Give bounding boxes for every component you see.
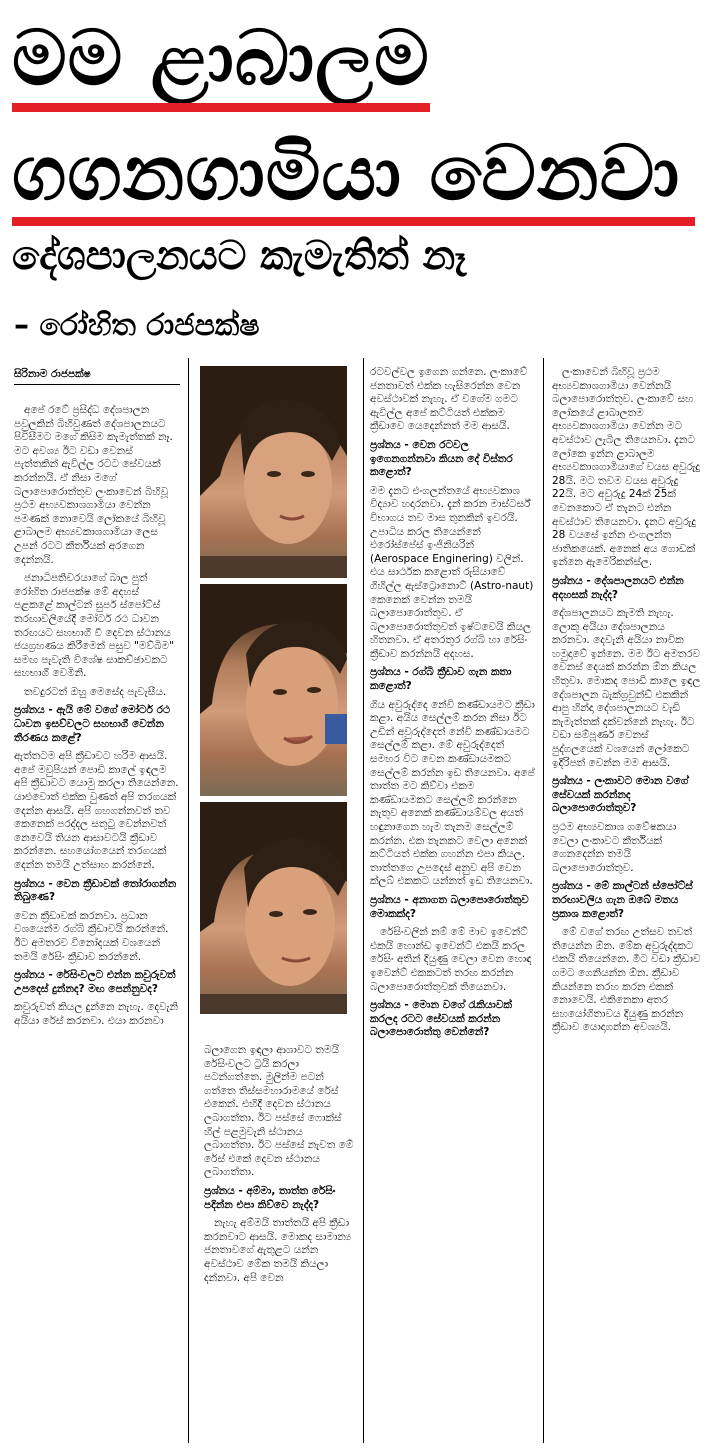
article-column-4: [552, 366, 702, 1444]
column-divider-2: [363, 358, 364, 1443]
column-divider-3: [543, 358, 544, 1443]
interview-question: ප්‍රශ්නය - ලංකාවට මොන වගේ සේවයක් කරන්නද බලාපොරොත්තුව?: [552, 775, 689, 815]
headline-underline-2: [12, 217, 695, 226]
article-paragraph: ජනාධිපතිවරයාගේ බාල පුත් රෝහිත රාජපක්ෂ මේ අදහස් පළකළේ කාල්ටන් සුපර් ස්පෝට්ස් තරඟාවලියේදී මෝටර් රථ ධාවන තරඟයට සහභාගී වී දෙවන ස්ථානය ජයග්‍රහණය කිරීමෙන් පසුව "මව්බිම" සමඟ පැවැති විශේෂ සාකච්ඡාවකට සහභාගී වෙමිනි.: [14, 572, 174, 680]
interview-question: ප්‍රශ්නය - රග්බි ක්‍රීඩාව ගැන කතා කළොත්?: [370, 666, 512, 693]
portrait-photo-3: [200, 802, 347, 1014]
article-paragraph: ප්‍රථම අභ්‍යවකාශ ගවේෂකයා වෙලා ලංකාවට කීර්තියක් ගෙනදෙන්න තමයි බලාපොරොත්තුව.: [552, 821, 677, 874]
article-column-2: [204, 1044, 356, 1444]
portrait-photo-1: [200, 366, 347, 578]
article-paragraph: නැහැ අම්මයි තාත්තයි අපි ක්‍රීඩා කරනවාට ආසයි. මොකද සාමාන්‍ය ජනතාවගේ ඇතුළට යන්න අවස්ථාව මේක තමයි කියලා දන්නවා. අපි වෙන: [204, 1217, 352, 1284]
article-paragraph: අපේ රටේ ප්‍රසිද්ධ දේශපාලන පවුලකින් බිහිවුණත් දේශපාලනයට පිවිසීමට මගේ කිසිම කැමැත්තක් නෑ. මට අවශ්‍ය ඊට වඩා වෙනස් පැත්තකින් ඇවිල්ල රටට සේවයක් කරන්නයි. ඒ නිසා මගේ බලාපොරොත්තුව ලංකාවෙන් බිහිවූ ප්‍රථම අභ්‍යවකාශගාමියා වෙන්න පමණක් නොවෙයි ලෝකයේ බිහිවූ ළාබාලම අභ්‍යවකාශගාමියා ලෙස උපන් රටට කීර්තියක් අරගෙන දෙන්නයි.: [14, 404, 173, 566]
article-paragraph: මේ වගේ තරඟ උත්සව තවත් තියෙන්න ඕන. මේක අවුරුද්දකට එකයි තියෙන්නෙ. මීට වඩා ක්‍රීඩාව ගමට ගෙනියන්න ඕන. ක්‍රීඩාව කියන්නෙ තරහ කරන එකක් නොවෙයි. එකිනෙකා අතර සහයෝගිතාවය දියුණු කරන්න ක්‍රීඩාව යොදාගන්න අවශ්‍යයි.: [552, 926, 701, 1034]
interview-question: ප්‍රශ්නය - මේ කාල්ටන් ස්පෝට්ස් තරඟාවලිය ගැන ඔබේ මතය ප්‍රකාශ කළොත්?: [552, 880, 693, 920]
article-column-3: [370, 366, 536, 1444]
interview-question: ප්‍රශ්නය - රේසිංවලට එන්න කවුරුවත් උපදෙස් දුන්නද? මඟ පෙන්නුවද?: [14, 969, 176, 995]
article-paragraph: දේශපාලනයට කැමති නැහැ. ලොකු අයියා දේශපාලනය කරනවා. දෙවැනි අයියා නාවික හමුදාවේ ඉන්නෙ. මම ඊට අමතරව වෙනස් දෙයක් කරන්න ඕන කියල හිතුවා. මොකද පොඩි කාලෙ ඉඳල දේශපාලන බැක්ග්‍රවුන්ඩ් එකකින් ආපු හින්දා දේශපාලනයට වැඩි කැමැත්තක් දක්වන්නේ නැහැ. ඊට වඩා සම්පූර්ණ වෙනස් පුද්ගලයෙක් වශයෙන් ලෝකෙට ඉදිරිපත් වෙන්න මම ආසයි.: [552, 607, 701, 769]
article-paragraph: ලංකාවෙන් බිහිවූ ප්‍රථම අභ්‍යවකාශගාමියා වෙන්නයි බලාපොරොත්තුව. ලංකාවේ සහ ලෝකයේ ළාබාලතම අභ්‍යවකාශගාමියා වෙන්න මට අවස්ථාව ලැබිල තියෙනවා. දැනට ලෝකෙ ඉන්න ළාබාලම අභ්‍යවකාශගාමියාගේ වයස අවුරුදු 28යි. මට තවම වයස අවුරුදු 22යි. මට අවුරුදු 24ක් 25ක් වෙනකොට ඒ තැනට එන්න අවස්ථාව තියෙනවා. දැනට අවුරුදු 28 වයසේ ඉන්න එංගලන්ත ජාතිකයෙක්. අනෙක් අය ගොඩක් ඉන්නෙ ඇමෙරිකන්ස්ල.: [552, 366, 700, 569]
interview-question: ප්‍රශ්නය - ඇයි මේ වගේ මෝටර් රථ ධාවන ඉසව්වලට සහභාගී වෙන්න තීරණය කළේ?: [14, 704, 171, 744]
byline-quote-source: – රෝහිත රාජපක්ෂ: [14, 308, 260, 343]
article-paragraph: රටවල්වල ඉගෙන ගන්නෙ. ලංකාවේ ජනතාවත් එක්ක හැසිරෙන්න වෙන අවස්ථාවක් නැහැ. ඒ වගේම ගමට ඇවිල්ල අපේ කට්ටියත් එක්කම ක්‍රීඩාවෙ යෙදෙන්නත් මම ආසයි.: [370, 366, 528, 433]
headline-line-2: ගගනගාමියා වෙනවා: [12, 128, 681, 217]
article-paragraph: මම දැනට එංගලන්තයේ අභ්‍යවකාශ විද්‍යාව හදාරනවා. දැන් කරන මාස්ටර්ස් විභාගය තව මාස තුනකින් ඉවරයි. උපාධිය කරල තියෙන්නේ එරෝස්පේස් ඉංජිනියරින් (Aerospace Enginering) වලින්. එය සාර්ථක කළොත් රුසියාවේ ගිහිල්ල ඇස්ට්‍රොනොට් (Astro-naut) කෙනෙක් වෙන්න තමයි බලාපොරොත්තුව. ඒ බලාපොරොත්තුවත් ඉෂ්ටවෙයි කියල හිතනවා. ඒ අතරතුර රග්බි හා රේසිං ක්‍රීඩාව කරන්නයි අදහස.: [370, 484, 534, 660]
interview-question: ප්‍රශ්නය - අනාගත බලාපොරොත්තුව මොකක්ද?: [370, 893, 529, 920]
article-paragraph: රේසිංවලින් නම් මේ මාව ඉවෙන්ට් එකයි හොන්ඩ ඉවෙන්ට් එකයි කරල රේසිං අතින් දියුණු වෙලා වෙන හොඳ ඉවෙන්ට් එකකටත් තරඟ කරන්න බලාපොරොත්තුවක් තියෙනවා.: [370, 926, 532, 993]
author-rule: [14, 384, 180, 385]
author-credit: සිරිනාම රාජපක්ෂ: [14, 368, 91, 380]
article-paragraph: තවදුරටත් ඔහු මෙසේද පැවැසීය.: [24, 685, 167, 698]
subheadline: දේශපාලනයට කැමැතිත් නෑ: [12, 233, 467, 279]
article-paragraph: ඇත්තටම අපි ක්‍රීඩාවට හරිම ආසයි. අපේ මවුපියන් පොඩි කාලේ ඉඳලම අපි ක්‍රීඩාවට යොමු කරලා තියෙන්නෙ. යාළුවොත් එක්ක වුණත් අපි තරගයක් දෙන්න ආසයි. අපි ගහගන්නවත් තව කෙනෙක් පරද්දල සතුටු වෙන්නවත් නෙවෙයි තියන ආසාවටයි ක්‍රීඩාව කරන්නෙ. සහයෝගයෙන් තරගයක් දෙන්න තමයි උත්සාහ කරන්නේ.: [14, 750, 179, 871]
interview-question: ප්‍රශ්නය - අම්මා, තාත්ත රේසිං පදින්න එපා කිව්වෙ නැද්ද?: [204, 1184, 336, 1211]
portrait-photo-2: [200, 584, 347, 796]
headline-line-1: මම ළාබාලම: [12, 13, 430, 102]
article-paragraph: ගිය අවුරුද්දෙ නේවි කණ්ඩායමට ක්‍රීඩා කළා. අයිය සෙල්ලම් කරන නිසා ඊට උඩින් අවුරුද්දෙත් නේවි කණ්ඩායමට සෙල්ලම් කළා. මේ අවුරුද්දෙත් සමහර විට වෙන කණ්ඩායමකට සෙල්ලම් කරන්න ඉඩ තියෙනවා. අපේ තාත්ත මට කිව්වා එකම කණ්ඩායමකට සෙල්ලම් කරන්නෙ නැතුව අනෙක් කණ්ඩායම්වල අයත් හඳුනාගෙන හැම තැනම සෙල්ලම් කරන්න. එක තැනකට වෙලා අනෙක් කට්ටියත් එක්ක ගහන්න එපා කියල. තාත්තගෙ උපදෙස් අනුව අපි වෙන ක්ලබ් එකකට යන්නත් ඉඩ තියෙනවා.: [370, 698, 535, 888]
interview-question: ප්‍රශ්නය - දේශපාලනයට එන්න අදහසක් නැද්ද?: [552, 574, 684, 601]
article-paragraph: බලාගෙන ඉඳලා ආශාවට තමයි රේසිංවලට ට්‍රයි කරලා පටන්ගත්තෙ. මුලින්ම පටන් ගත්තෙ තිස්සමහාරාමයේ රේස් එකෙන්. එහිදී දෙවන ස්ථානය ලබාගත්තා. ඊට පස්සේ ෆොක්ස් හිල් පළමුවැනි ස්ථානය ලබාගත්තා. ඊට පස්සේ නැවත මේ රේස් එකේ දෙවන ස්ථානය ලබාගත්තා.: [204, 1044, 354, 1179]
article-paragraph: කවුරුවත් කියල දුන්නෙ නැහැ. දෙවැනි අයියා රේස් කරනවා. එයා කරනවා: [14, 1001, 179, 1027]
column-divider-1: [188, 358, 189, 1443]
article-column-1: [14, 404, 180, 1444]
interview-question: ප්‍රශ්නය - මොන වගේ රැකියාවක් කරලද රටට සේවයක් කරන්න බලාපොරොත්තු වෙන්නේ?: [370, 999, 512, 1039]
headline-underline-1: [12, 103, 430, 112]
interview-question: ප්‍රශ්නය - වෙන රටවල ඉගෙනගන්නවා කියන දේ විස්තර කළොත්?: [370, 438, 513, 479]
article-paragraph: වෙන ක්‍රීඩාවක් කරනවා. ප්‍රධාන වශයෙන්ම රග්බි ක්‍රීඩාවයි කරන්නේ. ඊට අමතරව විනෝදයක් වශයෙන් තමයි රේසිං ක්‍රීඩාව කරන්නේ.: [14, 909, 169, 963]
interview-question: ප්‍රශ්නය - වෙන ක්‍රීඩාවක් තෝරාගන්න තිබුණෙ?: [14, 877, 177, 904]
